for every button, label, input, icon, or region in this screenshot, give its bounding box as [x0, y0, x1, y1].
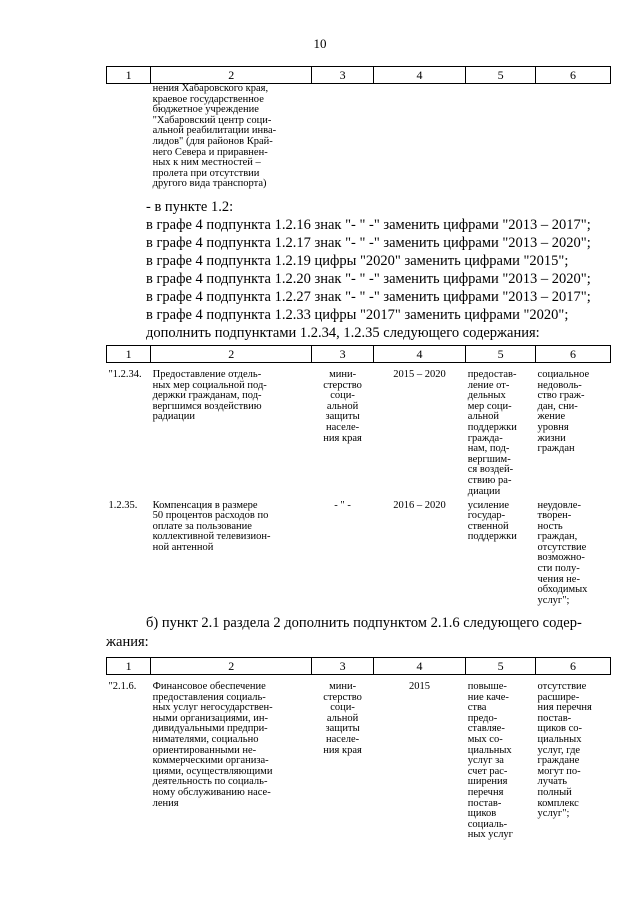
col-header-6: 6 [536, 346, 611, 363]
col-header-6: 6 [536, 658, 611, 675]
col-header-5: 5 [466, 67, 536, 84]
table-row [107, 84, 611, 190]
cell-name: Финансовое обеспечение предоставления социаль- ных услуг негосударствен- ными организациями, ин- дивидуальными предпри- нимателями, социально ориентированными не- коммерческими организа- циями, осуществляющими деятельность по социаль- ному обслуживанию насе- ления [152, 681, 273, 809]
section-b-paragraph [106, 614, 611, 651]
cell-executor: мини- стерство соци- альной защиты населе- ния края [323, 681, 362, 756]
page-number: 10 [313, 36, 327, 51]
col-header-4: 4 [373, 67, 465, 84]
edit-line: дополнить подпунктами 1.2.34, 1.2.35 следующего содержания: [146, 325, 540, 341]
cell-name-continuation: нения Хабаровского края, краевое государственное бюджетное учреждение "Хабаровский центр соци- альной реабилитации инва- лидов" (для районов Край- него Севера и приравнен- ных к ним местностей – пролета при отсутствии другого вида транспорта) [152, 83, 277, 190]
table-row [107, 675, 611, 841]
col-header-4: 4 [373, 346, 465, 363]
cell-name: Предоставление отдель- ных мер социальной под- держки гражданам, под- вергшимся воздействию радиации [152, 369, 267, 423]
edit-line: - в пункте 1.2: [146, 199, 234, 215]
edit-line: в графе 4 подпункта 1.2.17 знак "- " -" заменить цифрами "2013 – 2020"; [146, 235, 591, 251]
cell-consequence: неудовле- творен- ность граждан, отсутствие возможно- сти полу- чения не- обходимых услуг"; [537, 499, 588, 606]
cell-consequence: социальное недоволь- ство граж- дан, сни- жение уровня жизни граждан [537, 369, 590, 455]
table-subpoints-1-2 [106, 345, 611, 606]
cell-index: "2.1.6. [108, 681, 137, 692]
section-b-line: жания: [106, 633, 149, 650]
col-header-2: 2 [151, 658, 312, 675]
edit-line: в графе 4 подпункта 1.2.33 цифры "2017" заменить цифрами "2020"; [146, 307, 569, 323]
cell-result: предостав- ление от- дельных мер соци- альной поддержки гражда- нам, под- вергшим- ся воздей- ствию ра- диации [467, 369, 517, 497]
col-header-2: 2 [151, 67, 312, 84]
table-header-row [107, 658, 611, 675]
cell-index: 1.2.35. [108, 499, 138, 511]
cell-consequence: отсутствие расшире- ния перечня постав- щиков со- циальных услуг, где граждане могут по- лучать полный комплекс услуг"; [537, 681, 592, 820]
section-b-line: б) пункт 2.1 раздела 2 дополнить подпунктом 2.1.6 следующего содер- [146, 615, 582, 631]
cell-period: 2015 [409, 681, 431, 692]
cell-index: "1.2.34. [108, 369, 142, 380]
cell-result: повыше- ние каче- ства предо- ставляе- мых со- циальных услуг за счет рас- ширения перечня постав- щиков социаль- ных услуг [467, 681, 513, 841]
edit-line: в графе 4 подпункта 1.2.20 знак "- " -" заменить цифрами "2013 – 2020"; [146, 271, 591, 287]
col-header-5: 5 [466, 658, 536, 675]
cell-period: 2016 – 2020 [393, 499, 446, 511]
edit-line: в графе 4 подпункта 1.2.16 знак "- " -" заменить цифрами "2013 – 2017"; [146, 217, 591, 233]
cell-executor: мини- стерство соци- альной защиты населе- ния края [323, 369, 362, 444]
col-header-1: 1 [107, 346, 151, 363]
col-header-3: 3 [312, 67, 374, 84]
edit-line: в графе 4 подпункта 1.2.27 знак "- " -" заменить цифрами "2013 – 2017"; [146, 289, 591, 305]
col-header-4: 4 [373, 658, 465, 675]
cell-period: 2015 – 2020 [393, 369, 446, 380]
table-row [107, 501, 611, 607]
table-header-row [107, 346, 611, 363]
col-header-6: 6 [536, 67, 611, 84]
table-header-row [107, 67, 611, 84]
col-header-1: 1 [107, 658, 151, 675]
cell-result: усиление государ- ственной поддержки [467, 499, 517, 543]
col-header-3: 3 [312, 658, 374, 675]
edit-line: в графе 4 подпункта 1.2.19 цифры "2020" заменить цифрами "2015"; [146, 253, 569, 269]
col-header-1: 1 [107, 67, 151, 84]
table-row [107, 363, 611, 501]
table-subpoint-2-1-6 [106, 657, 611, 841]
table-continuation [106, 66, 611, 190]
col-header-2: 2 [151, 346, 312, 363]
col-header-3: 3 [312, 346, 374, 363]
col-header-5: 5 [466, 346, 536, 363]
cell-executor: - " - [334, 499, 351, 511]
cell-name: Компенсация в размере 50 процентов расходов по оплате за пользование коллективной телевизион- ной антенной [152, 499, 271, 553]
